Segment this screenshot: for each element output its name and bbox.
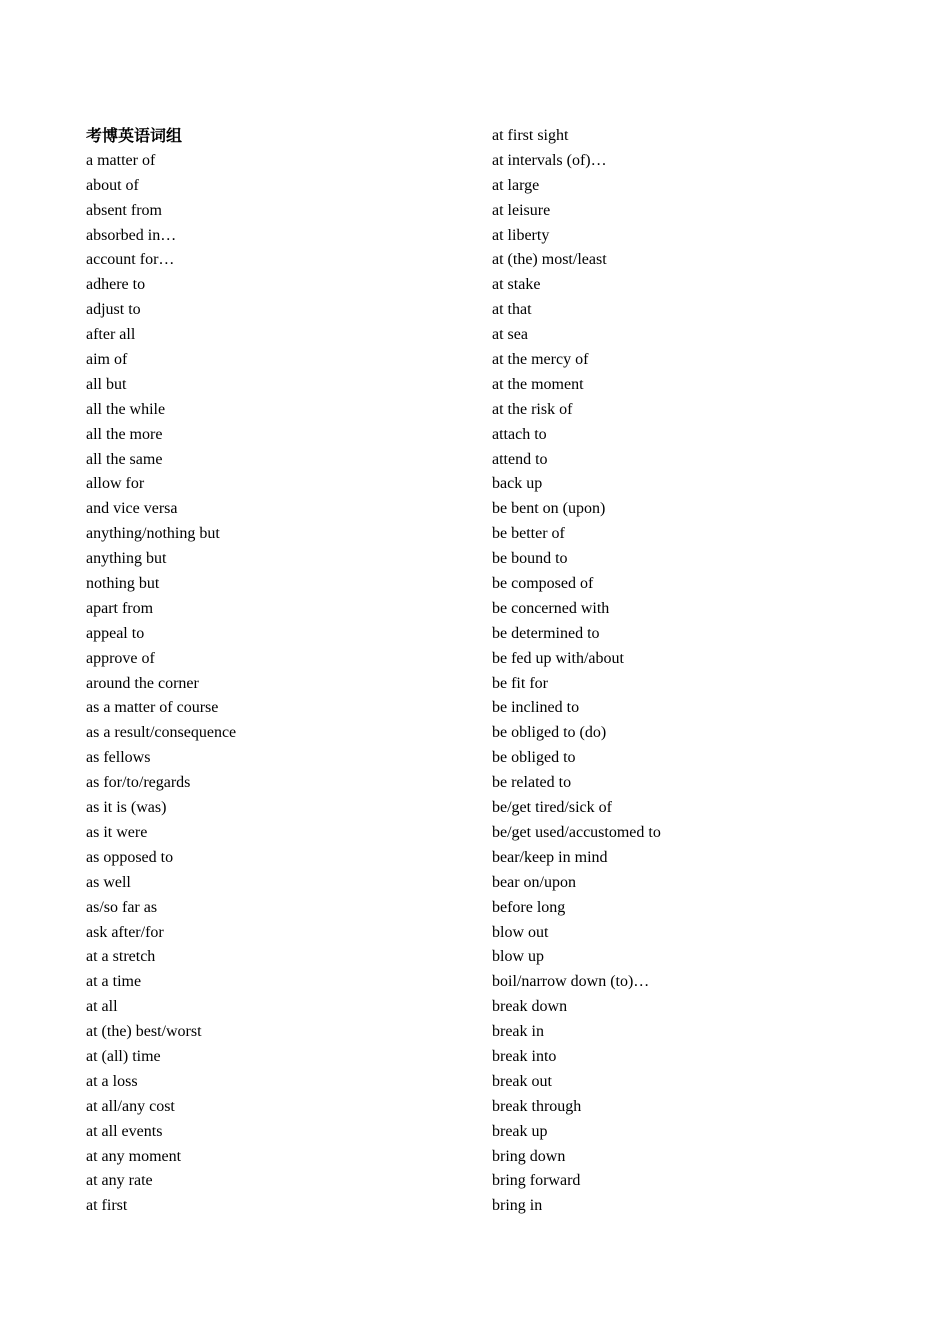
phrase-item: be/get used/accustomed to xyxy=(492,823,661,841)
phrase-item: be composed of xyxy=(492,575,594,593)
phrase-list-left xyxy=(86,124,466,1219)
phrase-item: break through xyxy=(492,1097,582,1115)
phrase-item: after all xyxy=(86,326,136,344)
phrase-item: be inclined to xyxy=(492,699,580,717)
phrase-item: at (the) most/least xyxy=(492,251,607,269)
phrase-item: allow for xyxy=(86,475,145,493)
phrase-item: blow out xyxy=(492,923,549,941)
phrase-item: bring in xyxy=(492,1197,543,1215)
phrase-item: at a stretch xyxy=(86,948,156,966)
phrase-item: all the more xyxy=(86,425,163,443)
phrase-item: boil/narrow down (to)… xyxy=(492,973,650,991)
phrase-item: be fed up with/about xyxy=(492,649,624,667)
phrase-item: be fit for xyxy=(492,674,548,692)
phrase-item: as fellows xyxy=(86,749,151,767)
phrase-item: all but xyxy=(86,375,127,393)
phrase-item: at large xyxy=(492,176,540,194)
phrase-item: break into xyxy=(492,1047,557,1065)
phrase-item: at any rate xyxy=(86,1172,153,1190)
phrase-item: all the while xyxy=(86,400,166,418)
phrase-item: bring forward xyxy=(492,1172,581,1190)
phrase-item: at stake xyxy=(492,276,541,294)
phrase-item: at (all) time xyxy=(86,1047,161,1065)
phrase-item: at first xyxy=(86,1197,128,1215)
phrase-item: around the corner xyxy=(86,674,199,692)
phrase-item: at the moment xyxy=(492,375,584,393)
phrase-item: at the mercy of xyxy=(492,351,589,369)
phrase-item: at intervals (of)… xyxy=(492,151,607,169)
document-title: 考博英语词组 xyxy=(86,126,183,145)
phrase-item: break in xyxy=(492,1023,544,1041)
phrase-item: about of xyxy=(86,176,139,194)
phrase-item: appeal to xyxy=(86,624,145,642)
phrase-item: adhere to xyxy=(86,276,146,294)
phrase-item: anything/nothing but xyxy=(86,525,220,543)
phrase-item: at (the) best/worst xyxy=(86,1023,202,1041)
phrase-item: bear on/upon xyxy=(492,873,576,891)
phrase-item: ask after/for xyxy=(86,923,164,941)
phrase-item: all the same xyxy=(86,450,163,468)
phrase-item: and vice versa xyxy=(86,500,178,518)
phrase-item: attach to xyxy=(492,425,547,443)
phrase-item: break up xyxy=(492,1122,548,1140)
phrase-item: at all events xyxy=(86,1122,163,1140)
phrase-item: back up xyxy=(492,475,543,493)
phrase-item: as a matter of course xyxy=(86,699,219,717)
phrase-item: at a time xyxy=(86,973,142,991)
phrase-item: at liberty xyxy=(492,226,550,244)
phrase-item: be bent on (upon) xyxy=(492,500,606,518)
phrase-item: absent from xyxy=(86,201,162,219)
phrase-item: bring down xyxy=(492,1147,566,1165)
phrase-item: be better of xyxy=(492,525,565,543)
phrase-item: as it is (was) xyxy=(86,799,167,817)
phrase-item: as for/to/regards xyxy=(86,774,191,792)
phrase-item: before long xyxy=(492,898,566,916)
phrase-item: account for… xyxy=(86,251,175,269)
phrase-item: as/so far as xyxy=(86,898,158,916)
phrase-item: at the risk of xyxy=(492,400,573,418)
phrase-item: anything but xyxy=(86,550,167,568)
phrase-item: break out xyxy=(492,1072,552,1090)
phrase-item: be bound to xyxy=(492,550,568,568)
phrase-item: at that xyxy=(492,301,532,319)
phrase-item: be obliged to xyxy=(492,749,576,767)
phrase-item: as opposed to xyxy=(86,848,174,866)
phrase-item: at all xyxy=(86,998,118,1016)
phrase-item: absorbed in… xyxy=(86,226,177,244)
phrase-item: be obliged to (do) xyxy=(492,724,607,742)
phrase-item: be determined to xyxy=(492,624,600,642)
phrase-item: blow up xyxy=(492,948,544,966)
phrase-item: bear/keep in mind xyxy=(492,848,608,866)
phrase-item: apart from xyxy=(86,599,154,617)
phrase-item: as it were xyxy=(86,823,148,841)
phrase-item: adjust to xyxy=(86,301,141,319)
phrase-item: be/get tired/sick of xyxy=(492,799,612,817)
phrase-item: approve of xyxy=(86,649,155,667)
phrase-list-right xyxy=(492,124,892,1219)
phrase-item: be concerned with xyxy=(492,599,610,617)
phrase-item: as well xyxy=(86,873,131,891)
phrase-item: at all/any cost xyxy=(86,1097,175,1115)
phrase-item: aim of xyxy=(86,351,128,369)
phrase-item: at leisure xyxy=(492,201,551,219)
phrase-item: as a result/consequence xyxy=(86,724,237,742)
phrase-item: at a loss xyxy=(86,1072,138,1090)
phrase-item: nothing but xyxy=(86,575,160,593)
phrase-item: attend to xyxy=(492,450,548,468)
phrase-item: break down xyxy=(492,998,568,1016)
phrase-item: at first sight xyxy=(492,127,569,144)
phrase-item: at any moment xyxy=(86,1147,182,1165)
phrase-item: at sea xyxy=(492,326,528,344)
phrase-item: a matter of xyxy=(86,151,156,169)
phrase-item: be related to xyxy=(492,774,572,792)
